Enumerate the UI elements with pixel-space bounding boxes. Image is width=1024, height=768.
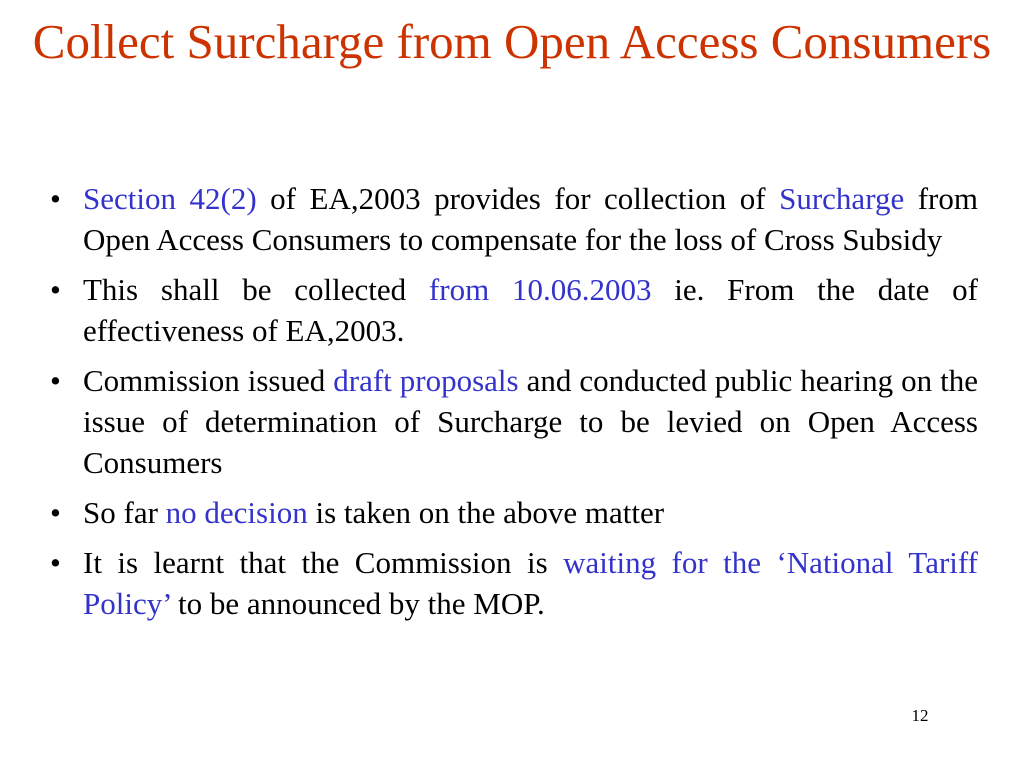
bullet-item: [50, 492, 978, 533]
bullet-text-segment: So far: [83, 495, 166, 530]
bullet-item: [50, 269, 978, 351]
bullet-text-segment: from Open Access Consumers to compensate for the loss of Cross Subsidy: [83, 181, 978, 257]
bullet-marker: •: [50, 272, 61, 307]
bullet-text-segment: Commission issued: [83, 363, 334, 398]
bullet-text-segment: This shall be collected: [83, 272, 429, 307]
bullet-text-segment: Surcharge: [779, 181, 905, 216]
bullet-marker: •: [50, 363, 61, 398]
bullet-text-segment: draft proposals: [333, 363, 519, 398]
slide-title: Collect Surcharge from Open Access Consumers: [32, 14, 992, 69]
bullet-text-segment: ie. From the date of effectiveness of EA,2003.: [83, 272, 978, 348]
bullet-text-segment: of EA,2003 provides for collection of: [256, 181, 780, 216]
bullet-text-segment: and conducted public hearing on the issue of determination of Surcharge to be levied on Open Access Consumers: [83, 363, 979, 480]
bullet-text-segment: Section 42(2): [83, 181, 257, 216]
bullet-marker: •: [50, 181, 61, 216]
bullet-marker: •: [50, 495, 61, 530]
bullet-text-segment: waiting for the ‘National Tariff Policy’: [83, 545, 978, 621]
bullet-text-segment: no decision: [165, 495, 308, 530]
bullet-item: [50, 360, 978, 483]
page-number: 12: [911, 706, 929, 725]
bullet-list: [50, 178, 978, 633]
bullet-text-segment: from 10.06.2003: [428, 272, 652, 307]
bullet-marker: •: [50, 545, 61, 580]
bullet-item: [50, 178, 978, 260]
bullet-text-segment: It is learnt that the Commission is: [83, 545, 564, 580]
bullet-text-segment: to be announced by the MOP.: [170, 586, 545, 621]
bullet-item: [50, 542, 978, 624]
bullet-text-segment: is taken on the above matter: [307, 495, 665, 530]
